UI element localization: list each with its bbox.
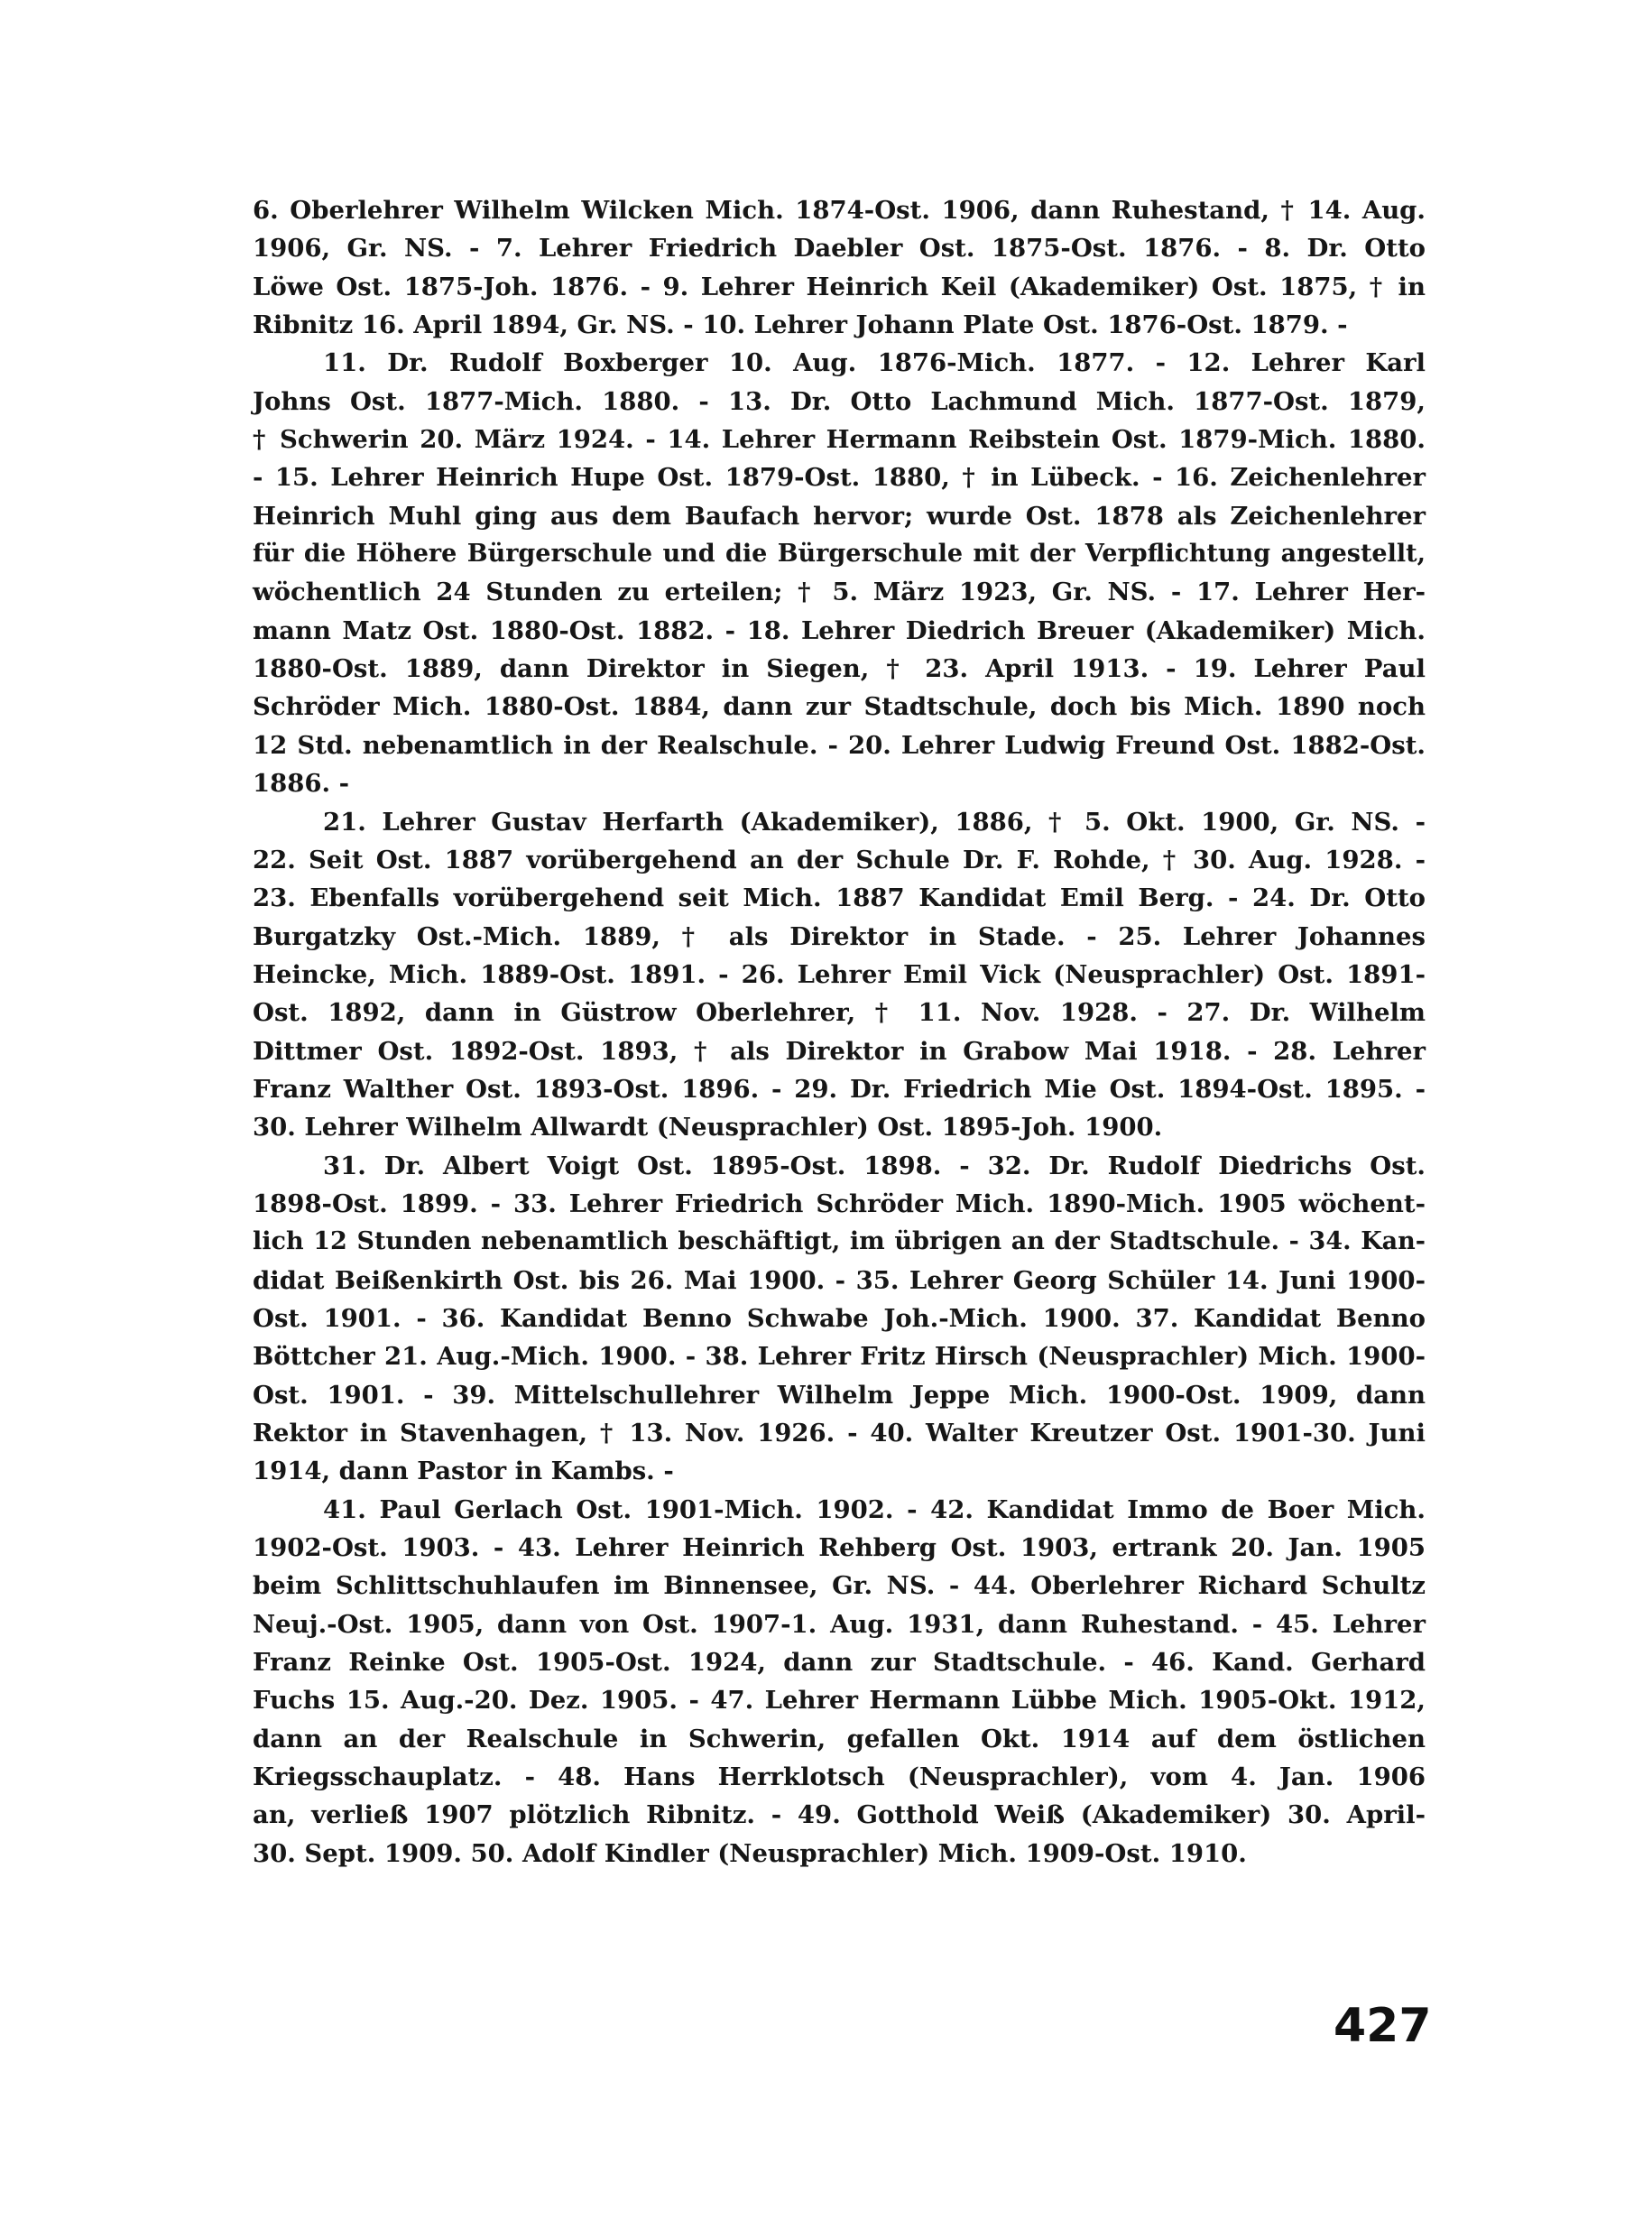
text-line: Heincke, Mich. 1889-Ost. 1891. - 26. Lehrer Emil Vick (Neusprachler) Ost. 1891- xyxy=(253,959,1426,989)
text-line: 1902-Ost. 1903. - 43. Lehrer Heinrich Rehberg Ost. 1903, ertrank 20. Jan. 1905 xyxy=(253,1533,1426,1563)
text-line: Rektor in Stavenhagen, † 13. Nov. 1926. - 40. Walter Kreutzer Ost. 1901-30. Juni xyxy=(253,1419,1426,1448)
text-line: † Schwerin 20. März 1924. - 14. Lehrer Hermann Reibstein Ost. 1879-Mich. 1880. xyxy=(253,425,1426,455)
text-line: Franz Reinke Ost. 1905-Ost. 1924, dann zur Stadtschule. - 46. Kand. Gerhard xyxy=(253,1648,1426,1678)
body-text xyxy=(253,191,1426,1873)
text-line: Böttcher 21. Aug.-Mich. 1900. - 38. Lehrer Fritz Hirsch (Neusprachler) Mich. 1900- xyxy=(253,1342,1426,1372)
paragraph xyxy=(253,803,1426,1147)
text-line: wöchentlich 24 Stunden zu erteilen; † 5. März 1923, Gr. NS. - 17. Lehrer Her- xyxy=(253,578,1426,607)
text-line: 12 Std. nebenamtlich in der Realschule. - 20. Lehrer Ludwig Freund Ost. 1882-Ost. xyxy=(253,730,1426,760)
text-line: Fuchs 15. Aug.-20. Dez. 1905. - 47. Lehrer Hermann Lübbe Mich. 1905-Okt. 1912, xyxy=(253,1686,1426,1716)
text-line: 11. Dr. Rudolf Boxberger 10. Aug. 1876-Mich. 1877. - 12. Lehrer Karl xyxy=(323,348,1426,378)
text-line: für die Höhere Bürgerschule und die Bürgerschule mit der Verpflichtung angestellt, xyxy=(253,540,1426,569)
page-number: 427 xyxy=(1334,1999,1432,2053)
text-line: Dittmer Ost. 1892-Ost. 1893, † als Direktor in Grabow Mai 1918. - 28. Lehrer xyxy=(253,1036,1426,1066)
text-line: 41. Paul Gerlach Ost. 1901-Mich. 1902. - 42. Kandidat Immo de Boer Mich. xyxy=(323,1494,1426,1524)
text-line: Neuj.-Ost. 1905, dann von Ost. 1907-1. Aug. 1931, dann Ruhestand. - 45. Lehrer xyxy=(253,1609,1426,1639)
text-line: Franz Walther Ost. 1893-Ost. 1896. - 29. Dr. Friedrich Mie Ost. 1894-Ost. 1895. - xyxy=(253,1074,1426,1104)
text-line: Ost. 1901. - 36. Kandidat Benno Schwabe Joh.-Mich. 1900. 37. Kandidat Benno xyxy=(253,1303,1426,1333)
text-line: an, verließ 1907 plötzlich Ribnitz. - 49. Gotthold Weiß (Akademiker) 30. April- xyxy=(253,1800,1426,1830)
text-line: Burgatzky Ost.-Mich. 1889, † als Direktor in Stade. - 25. Lehrer Johannes xyxy=(253,921,1426,951)
text-line: Johns Ost. 1877-Mich. 1880. - 13. Dr. Otto Lachmund Mich. 1877-Ost. 1879, xyxy=(253,386,1426,416)
text-line: Schröder Mich. 1880-Ost. 1884, dann zur Stadtschule, doch bis Mich. 1890 noch xyxy=(253,692,1426,722)
paragraph xyxy=(253,191,1426,344)
text-line: 22. Seit Ost. 1887 vorübergehend an der Schule Dr. F. Rohde, † 30. Aug. 1928. - xyxy=(253,845,1426,874)
text-line: 1906, Gr. NS. - 7. Lehrer Friedrich Daebler Ost. 1875-Ost. 1876. - 8. Dr. Otto xyxy=(253,234,1426,264)
text-line: beim Schlittschuhlaufen im Binnensee, Gr. NS. - 44. Oberlehrer Richard Schultz xyxy=(253,1571,1426,1601)
text-line: lich 12 Stunden nebenamtlich beschäftigt, im übrigen an der Stadtschule. - 34. Kan- xyxy=(253,1227,1426,1256)
text-line: didat Beißenkirth Ost. bis 26. Mai 1900. - 35. Lehrer Georg Schüler 14. Juni 1900- xyxy=(253,1265,1426,1295)
text-line: 23. Ebenfalls vorübergehend seit Mich. 1887 Kandidat Emil Berg. - 24. Dr. Otto xyxy=(253,883,1426,913)
text-line: Ost. 1892, dann in Güstrow Oberlehrer, † 11. Nov. 1928. - 27. Dr. Wilhelm xyxy=(253,998,1426,1028)
text-line: 30. Lehrer Wilhelm Allwardt (Neusprachler) Ost. 1895-Joh. 1900. xyxy=(253,1113,1163,1142)
text-line: 1898-Ost. 1899. - 33. Lehrer Friedrich Schröder Mich. 1890-Mich. 1905 wöchent- xyxy=(253,1189,1426,1218)
text-line: 21. Lehrer Gustav Herfarth (Akademiker), 1886, † 5. Okt. 1900, Gr. NS. - xyxy=(323,807,1426,837)
paragraph xyxy=(253,1147,1426,1491)
text-line: dann an der Realschule in Schwerin, gefallen Okt. 1914 auf dem östlichen xyxy=(253,1724,1426,1753)
text-line: 31. Dr. Albert Voigt Ost. 1895-Ost. 1898. - 32. Dr. Rudolf Diedrichs Ost. xyxy=(323,1151,1426,1180)
text-line: Kriegsschauplatz. - 48. Hans Herrklotsch (Neusprachler), vom 4. Jan. 1906 xyxy=(253,1762,1426,1792)
text-line: Ribnitz 16. April 1894, Gr. NS. - 10. Lehrer Johann Plate Ost. 1876-Ost. 1879. - xyxy=(253,310,1348,340)
text-line: Heinrich Muhl ging aus dem Baufach hervor; wurde Ost. 1878 als Zeichenlehrer xyxy=(253,501,1426,531)
text-line: Ost. 1901. - 39. Mittelschullehrer Wilhelm Jeppe Mich. 1900-Ost. 1909, dann xyxy=(253,1380,1426,1410)
paragraph xyxy=(253,1491,1426,1873)
text-line: 1886. - xyxy=(253,769,350,799)
text-line: Löwe Ost. 1875-Joh. 1876. - 9. Lehrer Heinrich Keil (Akademiker) Ost. 1875, † in xyxy=(253,272,1426,301)
text-line: 6. Oberlehrer Wilhelm Wilcken Mich. 1874-Ost. 1906, dann Ruhestand, † 14. Aug. xyxy=(253,196,1426,225)
text-line: 1880-Ost. 1889, dann Direktor in Siegen, † 23. April 1913. - 19. Lehrer Paul xyxy=(253,654,1426,684)
paragraph xyxy=(253,344,1426,802)
text-line: 30. Sept. 1909. 50. Adolf Kindler (Neusprachler) Mich. 1909-Ost. 1910. xyxy=(253,1838,1247,1868)
text-line: 1914, dann Pastor in Kambs. - xyxy=(253,1457,674,1486)
text-line: mann Matz Ost. 1880-Ost. 1882. - 18. Lehrer Diedrich Breuer (Akademiker) Mich. xyxy=(253,615,1426,645)
text-line: - 15. Lehrer Heinrich Hupe Ost. 1879-Ost. 1880, † in Lübeck. - 16. Zeichenlehrer xyxy=(253,463,1426,493)
